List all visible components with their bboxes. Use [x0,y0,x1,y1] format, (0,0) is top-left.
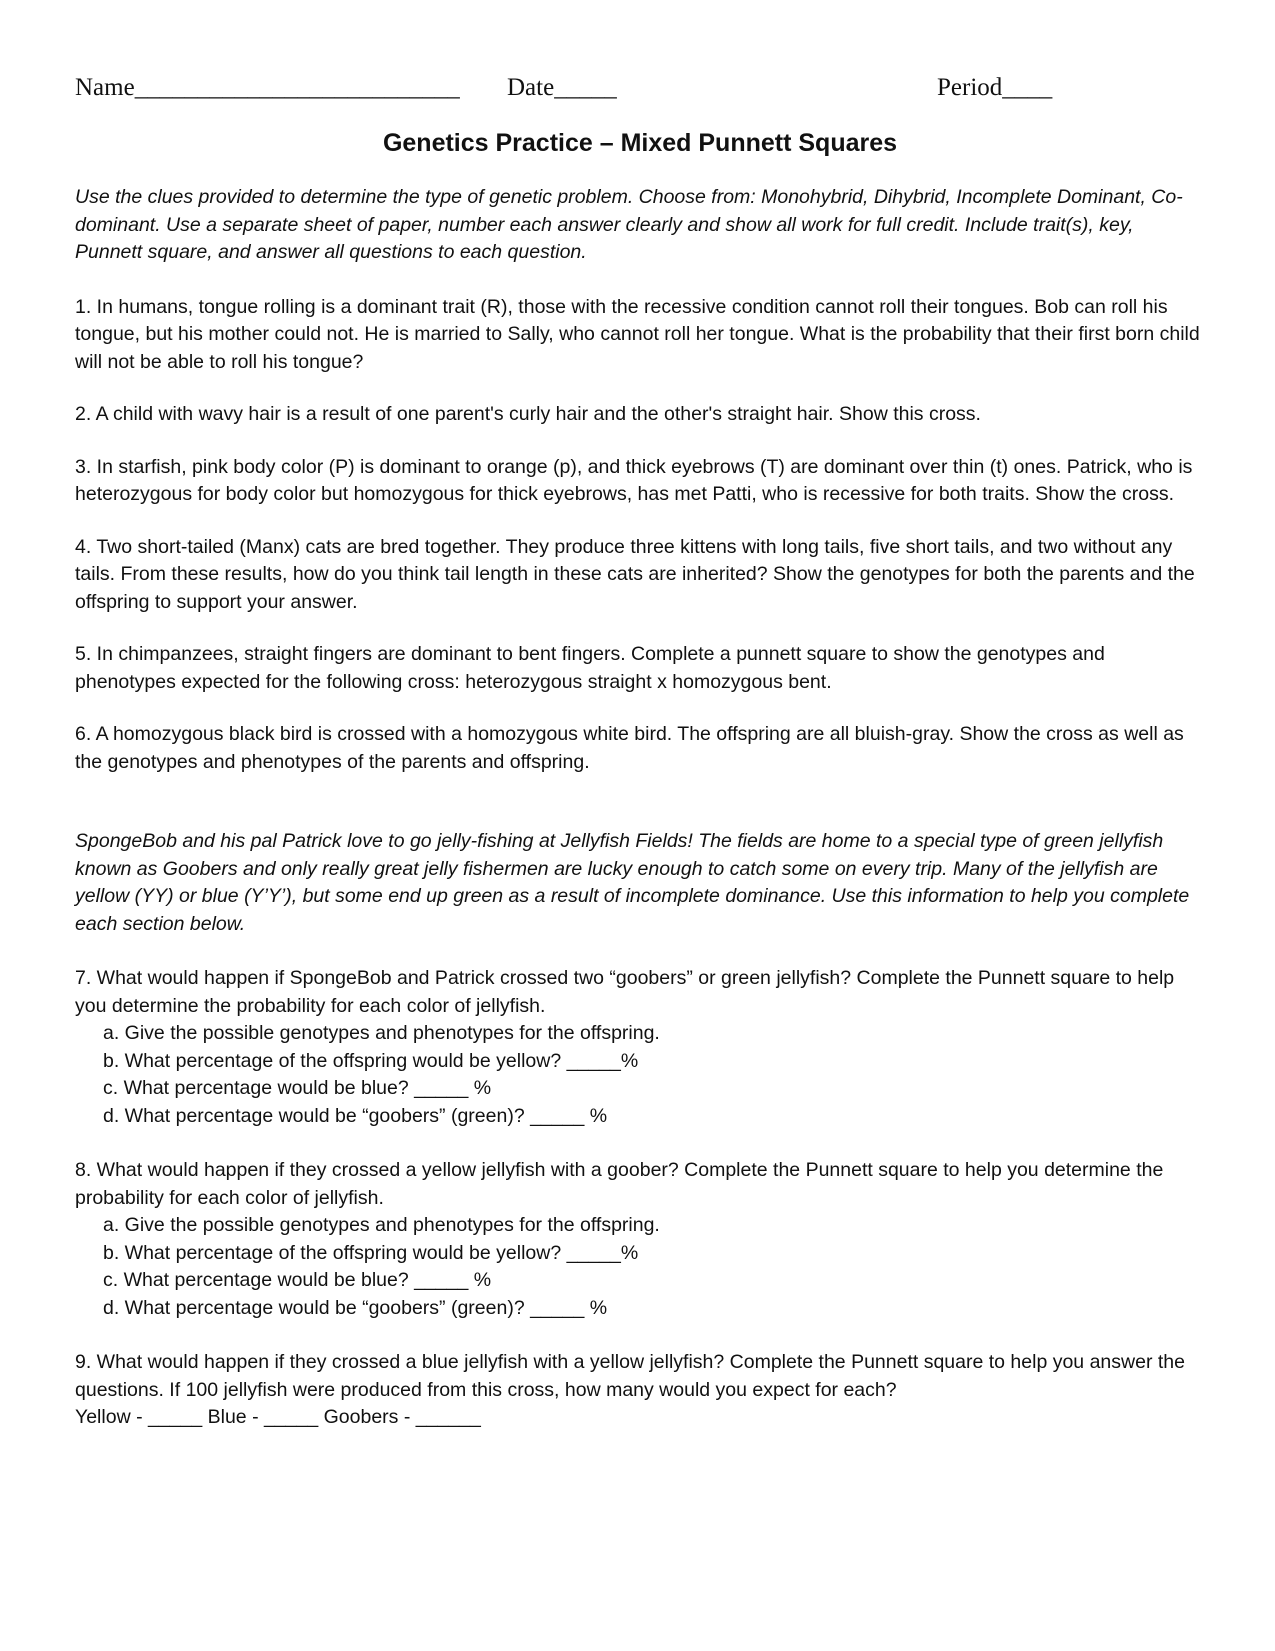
question-7-part-c: c. What percentage would be blue? _____ % [103,1077,492,1099]
question-8-part-b: b. What percentage of the offspring would be yellow? _____% [103,1241,639,1264]
question-9-answer-line[interactable]: Yellow - _____ Blue - _____ Goobers - ______ [75,1406,481,1428]
question-7-part-a: a. Give the possible genotypes and phenotypes for the offspring. [103,1022,660,1044]
date-field[interactable]: Date_____ [507,74,617,101]
jellyfish-story: SpongeBob and his pal Patrick love to go jelly-fishing at Jellyfish Fields! The fields are home to a special type of green jellyfish known as Goobers and only really great jelly fishermen are lucky enough to catch some on every trip. Many of the jellyfish are yellow (YY) or blue (Y’Y’), but some end up green as a result of incomplete dominance. Use this information to help you complete each section below. [75,830,1190,935]
question-9-stem: 9. What would happen if they crossed a blue jellyfish with a yellow jellyfish? Complete the Punnett square to help you answer the questions. If 100 jellyfish were produced from this cross, how many would you expect for each? [75,1351,1185,1401]
question-7-stem: 7. What would happen if SpongeBob and Patrick crossed two “goobers” or green jellyfish? Complete the Punnett square to help you determine the probability for each color of jellyfish. [75,967,1175,1017]
question-7 [75,965,1205,1130]
header-row [75,66,1205,106]
question-8-stem: 8. What would happen if they crossed a yellow jellyfish with a goober? Complete the Punnett square to help you determine the probability for each color of jellyfish. [75,1159,1164,1209]
question-3: 3. In starfish, pink body color (P) is dominant to orange (p), and thick eyebrows (T) are dominant over thin (t) ones. Patrick, who is heterozygous for body color but homozygous for thick eyebrows, has met Patti, who is recessive for both traits. Show the cross. [75,455,1193,505]
name-field[interactable]: Name__________________________ [75,74,460,101]
question-2: 2. A child with wavy hair is a result of one parent's curly hair and the other's straight hair. Show this cross. [75,403,981,425]
question-5: 5. In chimpanzees, straight fingers are dominant to bent fingers. Complete a punnett square to show the genotypes and phenotypes expected for the following cross: heterozygous straight x homozygous bent. [75,643,1105,693]
worksheet-page [75,66,1205,1432]
question-8 [75,1157,1205,1322]
question-8-part-c: c. What percentage would be blue? _____ % [103,1269,492,1291]
instructions: Use the clues provided to determine the type of genetic problem. Choose from: Monohybrid, Dihybrid, Incomplete Dominant, Co-dominant. Use a separate sheet of paper, number each answer clearly and show all work for full credit. Include trait(s), key, Punnett square, and answer all questions to each question. [75,186,1183,263]
question-8-part-d: d. What percentage would be “goobers” (green)? _____ % [103,1296,608,1319]
page-title: Genetics Practice – Mixed Punnett Squares [382,129,898,157]
question-7-part-d: d. What percentage would be “goobers” (green)? _____ % [103,1104,608,1127]
question-6: 6. A homozygous black bird is crossed with a homozygous white bird. The offspring are all bluish-gray. Show the cross as well as the genotypes and phenotypes of the parents and offspring. [75,723,1184,773]
question-4: 4. Two short-tailed (Manx) cats are bred together. They produce three kittens with long tails, five short tails, and two without any tails. From these results, how do you think tail length in these cats are inherited? Show the genotypes for both the parents and the offspring to support your answer. [75,535,1195,613]
question-8-part-a: a. Give the possible genotypes and phenotypes for the offspring. [103,1214,660,1236]
question-9 [75,1349,1205,1432]
question-7-part-b: b. What percentage of the offspring would be yellow? _____% [103,1049,639,1072]
period-field[interactable]: Period____ [937,74,1053,101]
question-1: 1. In humans, tongue rolling is a dominant trait (R), those with the recessive condition cannot roll their tongues. Bob can roll his tongue, but his mother could not. He is married to Sally, who cannot roll her tongue. What is the probability that their first born child will not be able to roll his tongue? [75,295,1200,373]
